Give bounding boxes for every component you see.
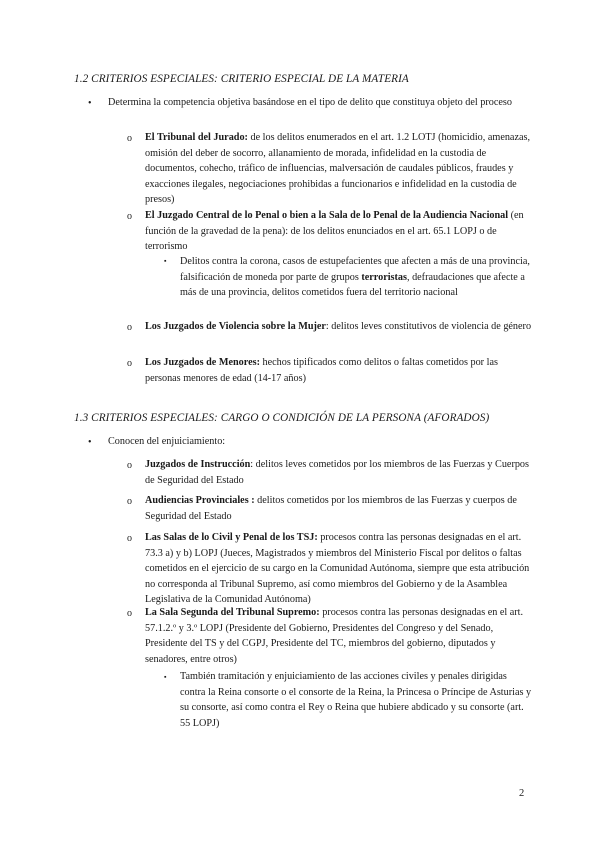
- list-item-salas-tsj: [145, 530, 535, 608]
- list-item-sala-segunda-ts: [145, 605, 535, 667]
- sub-text-before: Delitos contra la corona, casos de estupefacientes que afecten a más de una provincia, falsificación de moneda por parte de grupos: [180, 256, 530, 283]
- list-item-tribunal-jurado: [145, 130, 535, 208]
- circle-bullet: o: [127, 460, 132, 471]
- item-text: (en función de la gravedad de la pena): de los delitos enunciados en el art. 65.1 LOPJ o de terrorismo: [145, 210, 524, 252]
- list-item-audiencias-provinciales: [145, 493, 535, 524]
- list-item-juzgados-instruccion: [145, 457, 535, 488]
- list-item-violencia-mujer: [145, 319, 535, 335]
- square-bullet: ▪: [164, 257, 167, 265]
- circle-bullet: o: [127, 496, 132, 507]
- square-bullet: ▪: [164, 673, 167, 681]
- item-bold-label: Las Salas de lo Civil y Penal de los TSJ:: [145, 532, 318, 543]
- circle-bullet: o: [127, 358, 132, 369]
- intro-paragraph-1-2: Determina la competencia objetiva basándose en el tipo de delito que constituya objeto del proceso: [108, 97, 512, 108]
- item-bold-label: La Sala Segunda del Tribunal Supremo:: [145, 607, 320, 618]
- sub-item-delitos-corona: [180, 254, 532, 301]
- sub-item-reina-consorte: También tramitación y enjuiciamiento de las acciones civiles y penales dirigidas contra la Reina consorte o el consorte de la Reina, la Princesa o Príncipe de Asturias y su consorte, así como contra el Rey o Reina que hubiere abdicado y su consorte (art. 55 LOPJ): [180, 671, 532, 729]
- list-item-juzgados-menores: [145, 355, 535, 386]
- item-text: de los delitos enumerados en el art. 1.2 LOTJ (homicidio, amenazas, omisión del deber de socorro, allanamiento de morada, infidelidad en la custodia de documentos, cohecho, tráfico de influencias, malversación de caudales públicos, fraudes y exacciones ilegales, negociaciones prohibidas a funcionarios e infidelidad en la custodia de presos): [145, 132, 531, 205]
- item-text: delitos cometidos por los miembros de las Fuerzas y cuerpos de Seguridad del Estado: [145, 495, 517, 522]
- item-text: procesos contra las personas designadas en el art. 57.1.2.º y 3.º LOPJ (Presidente del Gobierno, Presidentes del Congreso y del Senado, Presidente del TS y del CGPJ, Presidente del TC, miembros del gobierno, diputados y senadores, entre otros): [145, 607, 524, 665]
- sub-text-after: , defraudaciones que afecte a más de una provincia, delitos cometidos fuera del territorio nacional: [180, 271, 525, 298]
- circle-bullet: o: [127, 133, 132, 144]
- item-bold-label: Audiencias Provinciales :: [145, 495, 255, 506]
- section-heading-1-2: 1.2 CRITERIOS ESPECIALES: CRITERIO ESPECIAL DE LA MATERIA: [74, 73, 409, 85]
- page-number: 2: [519, 788, 525, 799]
- intro-paragraph-1-3: Conocen del enjuiciamiento:: [108, 436, 226, 447]
- item-bold-label: Juzgados de Instrucción: [145, 459, 251, 470]
- item-bold-label: El Tribunal del Jurado:: [145, 132, 248, 143]
- item-bold-label: Los Juzgados de Violencia sobre la Mujer: [145, 321, 326, 332]
- section-heading-1-3: 1.3 CRITERIOS ESPECIALES: CARGO O CONDICIÓN DE LA PERSONA (AFORADOS): [74, 412, 490, 424]
- sub-text-bold: terroristas: [361, 271, 407, 283]
- item-text: procesos contra las personas designadas en el art. 73.3 a) y b) LOPJ (Jueces, Magistrados y miembros del Ministerio Fiscal por delitos o faltas cometidos en el ejercicio de su cargo en la Comunidad Autónoma, siempre que esta atribución no corresponda al Tribunal Supremo, así como miembros del Gobierno y de la Asamblea Legislativa de la Comunidad Autónoma): [145, 532, 530, 605]
- circle-bullet: o: [127, 211, 132, 222]
- item-bold-label: El Juzgado Central de lo Penal o bien a la Sala de lo Penal de la Audiencia Nacional: [145, 210, 509, 221]
- item-text: : delitos leves cometidos por los miembros de las Fuerzas y Cuerpos de Seguridad del Estado: [145, 459, 529, 486]
- item-text: : delitos leves constitutivos de violencia de género: [325, 321, 532, 332]
- disc-bullet: •: [88, 437, 92, 448]
- circle-bullet: o: [127, 533, 132, 544]
- circle-bullet: o: [127, 322, 132, 333]
- circle-bullet: o: [127, 608, 132, 619]
- item-bold-label: Los Juzgados de Menores:: [145, 357, 260, 368]
- disc-bullet: •: [88, 98, 92, 109]
- item-text: hechos tipificados como delitos o faltas cometidos por las personas menores de edad (14-17 años): [145, 357, 498, 384]
- list-item-juzgado-central: [145, 208, 535, 255]
